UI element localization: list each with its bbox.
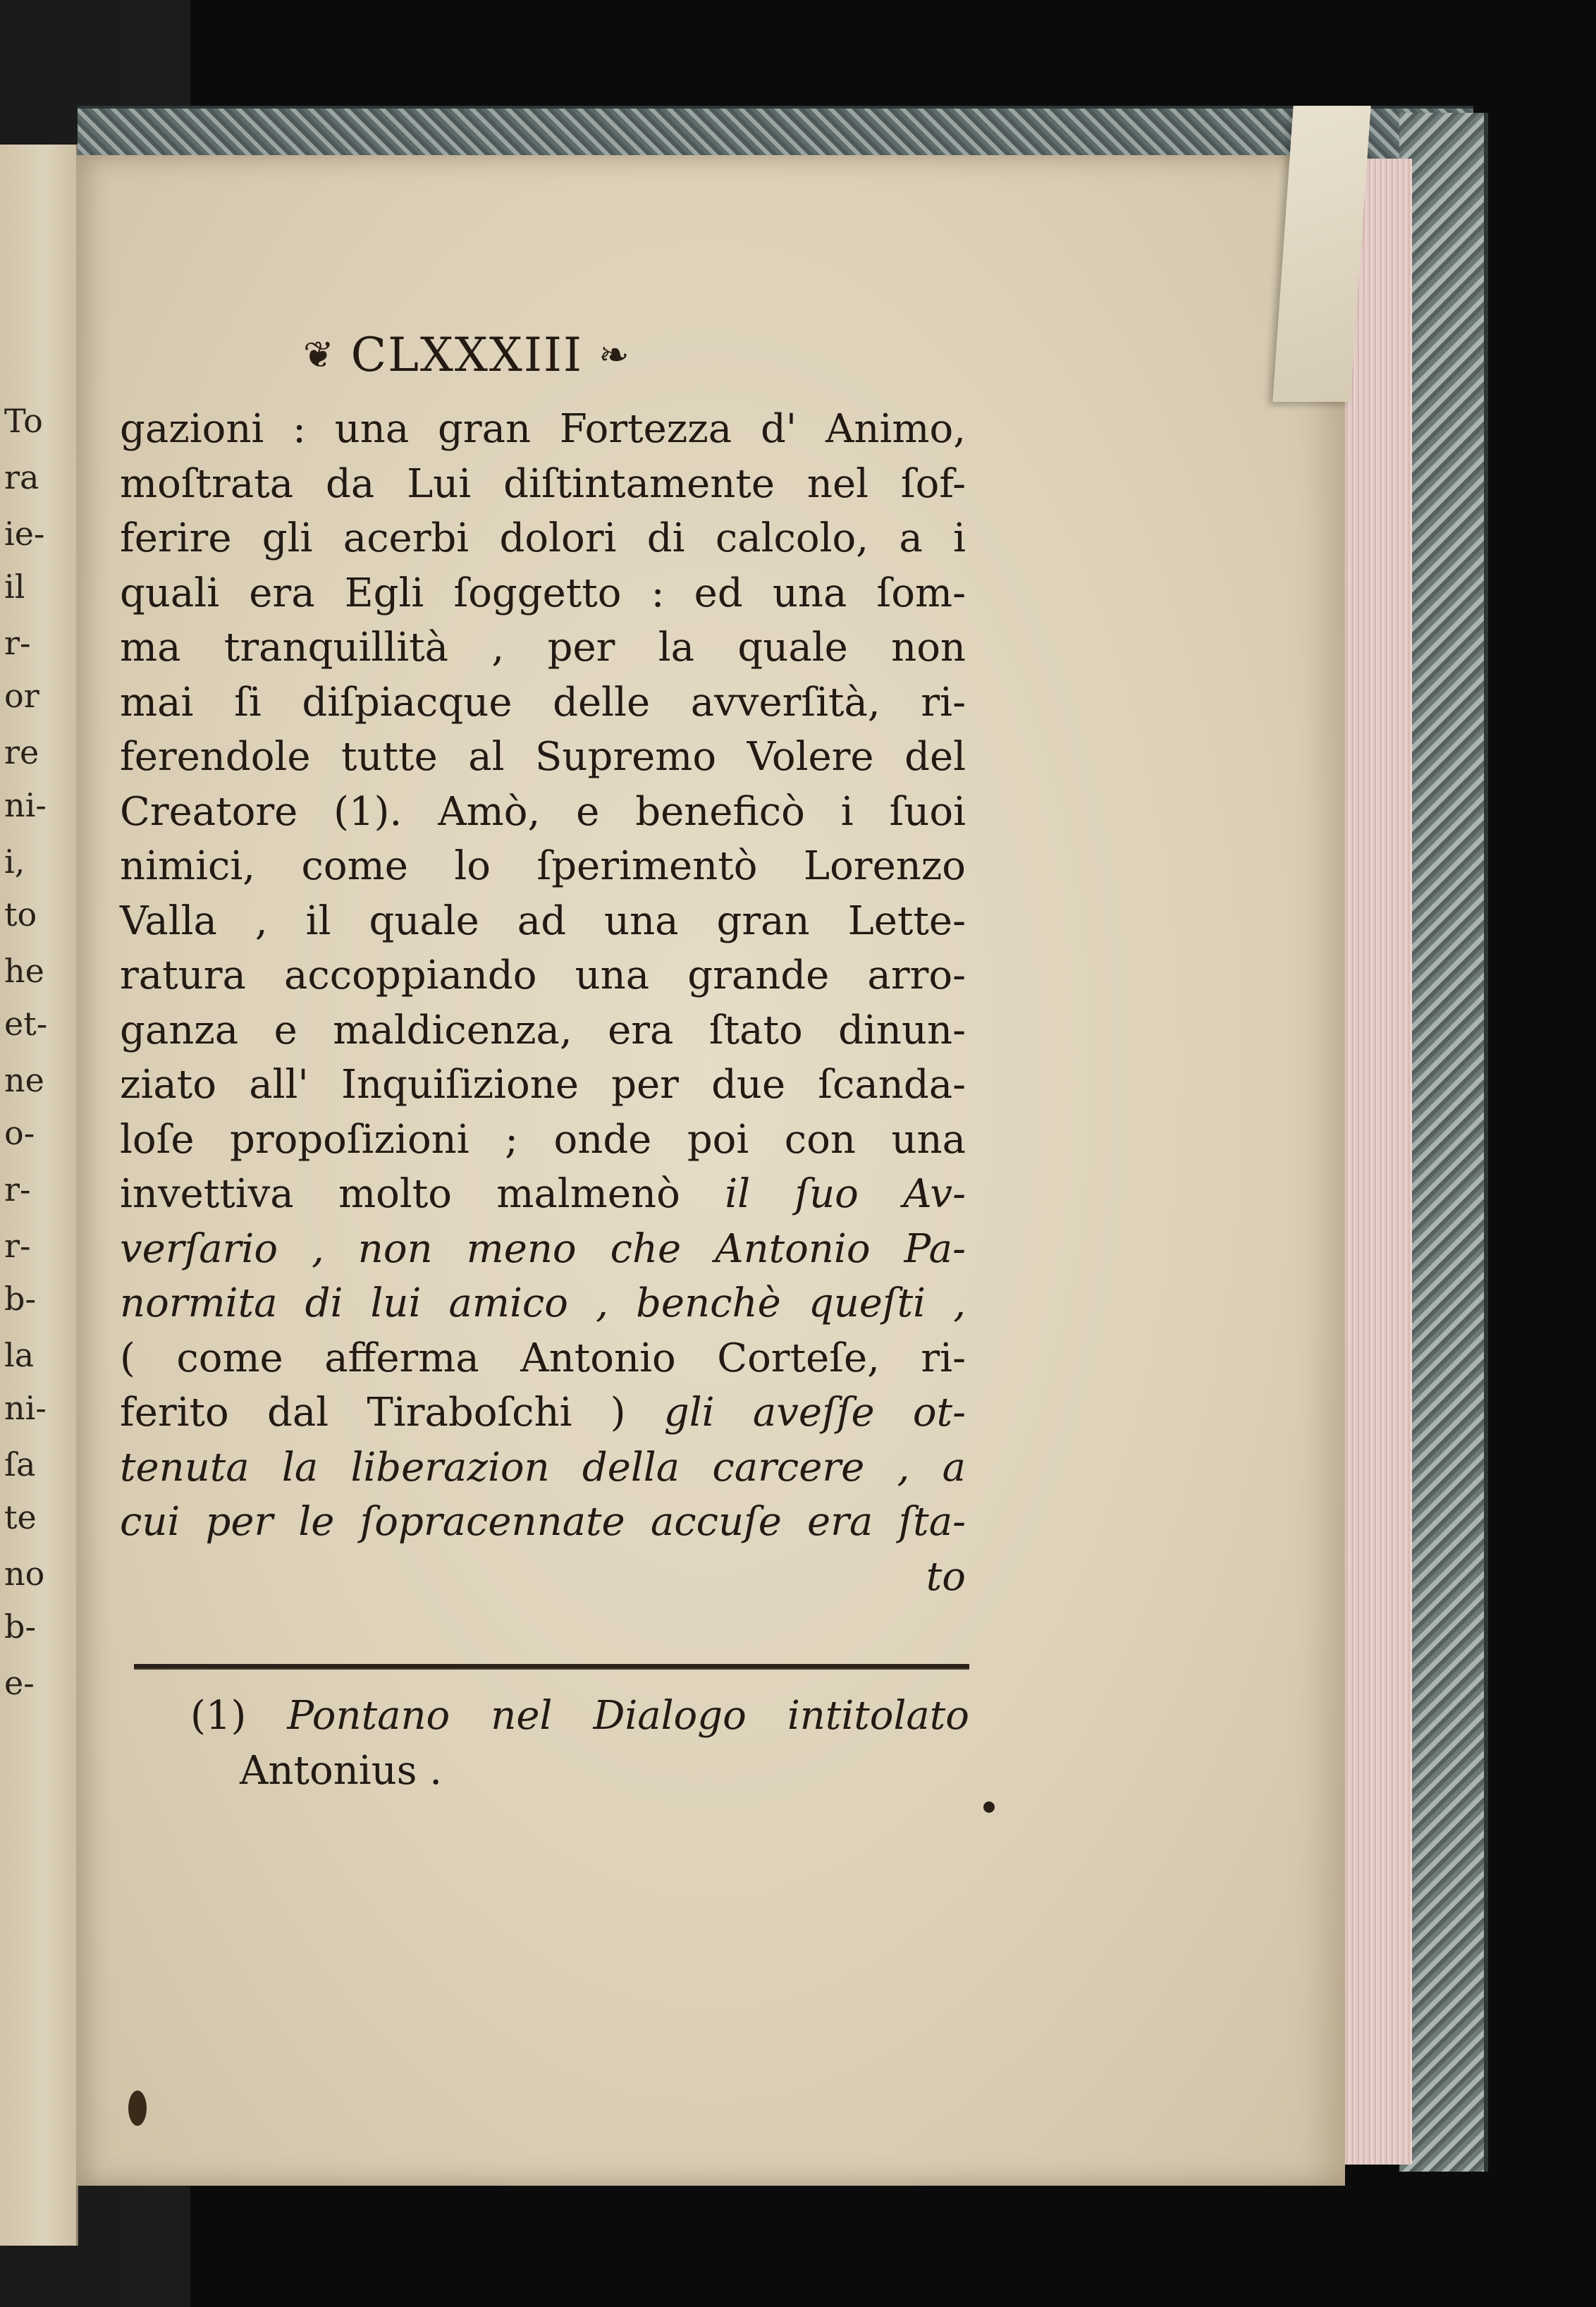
previous-page-edge: [0, 145, 78, 2246]
text-line: ziato all' Inquiſizione per due ſcanda-: [120, 1062, 966, 1108]
prev-fragment: to: [4, 895, 37, 934]
prev-fragment: ne: [4, 1061, 44, 1099]
footnote-italic: Pontano nel Dialogo intitolato: [287, 1693, 969, 1739]
text-line: ma tranquillità , per la quale non: [120, 625, 966, 671]
footnote-mark: (1): [190, 1693, 247, 1739]
text-line: [120, 1385, 966, 1440]
prev-fragment: b-: [4, 1608, 36, 1646]
page-header: [303, 328, 797, 382]
footnote: [190, 1689, 969, 1799]
prev-fragment: et-: [4, 1005, 48, 1043]
footnote-line: Antonius .: [240, 1748, 443, 1794]
prev-fragment: e-: [4, 1664, 35, 1702]
body-text: [120, 402, 966, 1604]
text-line: moſtrata da Lui diſtintamente nel ſof-: [120, 460, 966, 507]
prev-fragment: ni-: [4, 1389, 47, 1427]
prev-fragment: la: [4, 1336, 35, 1374]
prev-fragment: o-: [4, 1114, 35, 1152]
footnote-line: [190, 1689, 969, 1744]
text-line-italic: normita di lui amico , benchè queſti ,: [120, 1280, 966, 1326]
roman-span: invettiva molto malmenò: [120, 1171, 680, 1217]
prev-fragment: ra: [4, 458, 39, 496]
footnote-rule: [134, 1664, 969, 1670]
text-line: [120, 1167, 966, 1222]
page-number: CLXXXIII: [350, 328, 584, 382]
prev-fragment: ni-: [4, 786, 47, 824]
text-line: quali era Egli ſoggetto : ed una ſom-: [120, 570, 966, 616]
ornament-right-icon: ❧: [598, 333, 631, 377]
text-line: Creatore (1). Amò, e beneficò i ſuoi: [120, 788, 966, 835]
prev-fragment: re: [4, 733, 39, 771]
text-line: gazioni : una gran Fortezza d' Animo,: [120, 406, 966, 452]
prev-fragment: he: [4, 952, 44, 990]
prev-fragment: ſa: [4, 1445, 36, 1483]
text-line-italic: cui per le ſopracennate accuſe era ſta-: [120, 1499, 966, 1545]
roman-span: ferito dal Tiraboſchi ): [120, 1390, 626, 1436]
prev-fragment: r-: [4, 624, 31, 662]
ornament-left-icon: ❦: [303, 333, 336, 377]
text-line-italic: tenuta la liberazion della carcere , a: [120, 1444, 966, 1491]
italic-span: il ſuo Av-: [725, 1171, 966, 1217]
text-line: ratura accoppiando una grande arro-: [120, 953, 966, 998]
book-cover-right: [1399, 113, 1488, 2172]
prev-fragment: te: [4, 1498, 37, 1536]
text-line: ferendole tutte al Supremo Volere del: [120, 734, 966, 780]
prev-fragment: i,: [4, 843, 25, 881]
text-line-italic: verſario , non meno che Antonio Pa-: [120, 1225, 966, 1272]
text-line: ferire gli acerbi dolori di calcolo, a i: [120, 515, 966, 561]
prev-fragment: ie-: [4, 515, 45, 553]
prev-fragment: r-: [4, 1227, 31, 1265]
prev-fragment: b-: [4, 1280, 36, 1318]
text-line: nimici, come lo ſperimentò Lorenzo: [120, 843, 966, 889]
italic-span: gli aveſſe ot-: [663, 1390, 966, 1436]
prev-fragment: no: [4, 1555, 45, 1593]
prev-fragment: or: [4, 677, 39, 715]
text-line: ( come afferma Antonio Corteſe, ri-: [120, 1335, 966, 1381]
prev-fragment: r-: [4, 1170, 31, 1208]
text-line: ganza e maldicenza, era ſtato dinun-: [120, 1007, 966, 1053]
stain-mark: [128, 2091, 147, 2126]
text-line: mai ſi diſpiacque delle avverſità, ri-: [120, 679, 966, 726]
prev-fragment: To: [4, 402, 43, 440]
catchword: to: [926, 1553, 966, 1600]
text-line: Valla , il quale ad una gran Lette-: [120, 898, 966, 944]
text-line: loſe propoſizioni ; onde poi con una: [120, 1116, 966, 1163]
prev-fragment: il: [4, 568, 25, 606]
ink-speck: [983, 1801, 995, 1813]
